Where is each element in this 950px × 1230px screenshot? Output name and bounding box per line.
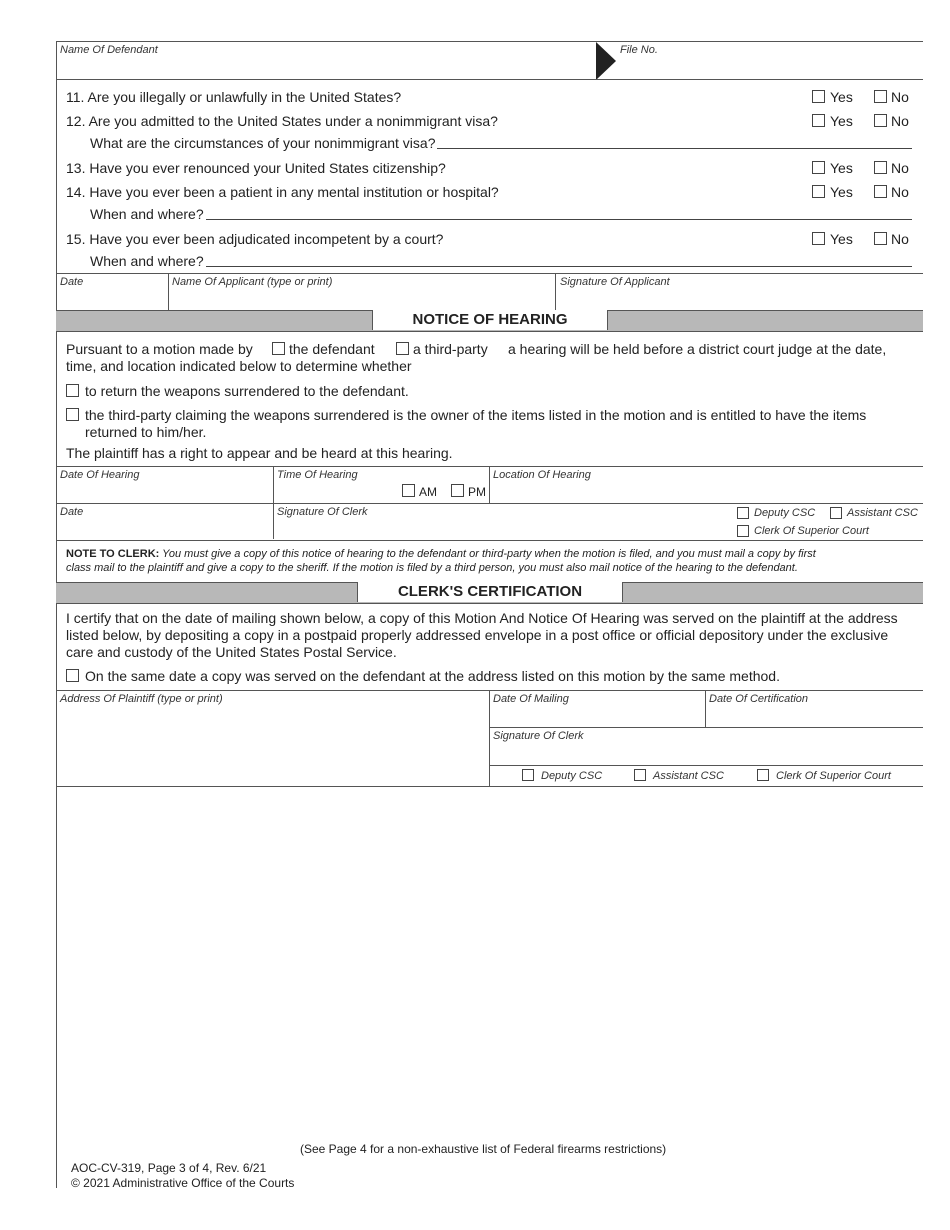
question-11-text: 11. Are you illegally or unlawfully in the United States?	[66, 89, 402, 105]
note-to-clerk-heading: NOTE TO CLERK:	[66, 548, 160, 560]
q14-no-label: No	[891, 184, 909, 200]
note-to-clerk-line1: You must give a copy of this notice of hearing to the defendant or third-party when the motion is filed, and you must mail a copy by first	[162, 548, 816, 560]
q15-when-where-field[interactable]	[206, 266, 912, 267]
q11-yes-label: Yes	[830, 89, 853, 105]
q14-no-checkbox[interactable]	[874, 185, 887, 198]
address-of-plaintiff-field[interactable]	[58, 707, 486, 783]
defendant-label: Name Of Defendant	[60, 44, 158, 56]
notice-clerk-superior-label: Clerk Of Superior Court	[754, 525, 869, 537]
hearing-divider-2	[489, 466, 490, 503]
q11-no-checkbox[interactable]	[874, 90, 887, 103]
cert-deputy-csc-checkbox[interactable]	[522, 769, 534, 781]
note-top-line	[56, 540, 923, 541]
notice-date-field[interactable]	[58, 519, 270, 537]
question-15-text: 15. Have you ever been adjudicated incompetent by a court?	[66, 231, 444, 247]
question-15-followup: When and where?	[90, 253, 204, 269]
q12-yes-label: Yes	[830, 113, 853, 129]
certification-title: CLERK'S CERTIFICATION	[357, 582, 623, 602]
q13-no-checkbox[interactable]	[874, 161, 887, 174]
notice-intro-b: a hearing will be held before a district court judge at the date,	[508, 341, 887, 357]
made-by-third-party-checkbox[interactable]	[396, 342, 409, 355]
question-14-followup: When and where?	[90, 206, 204, 222]
applicant-signature-field[interactable]	[557, 290, 921, 308]
made-by-defendant-checkbox[interactable]	[272, 342, 285, 355]
am-label: AM	[419, 485, 437, 499]
cert-signature-clerk-field[interactable]	[492, 744, 921, 762]
served-defendant-checkbox[interactable]	[66, 669, 79, 682]
question-13-text: 13. Have you ever renounced your United States citizenship?	[66, 160, 446, 176]
q12-visa-circumstances-field[interactable]	[437, 148, 912, 149]
cert-signature-top-line	[489, 727, 923, 728]
clerk-row-top-line	[56, 503, 923, 504]
date-of-hearing-field[interactable]	[58, 482, 270, 500]
notice-title: NOTICE OF HEARING	[372, 310, 608, 330]
applicant-row-top-line	[56, 273, 923, 274]
q15-yes-checkbox[interactable]	[812, 232, 825, 245]
cert-assistant-csc-label: Assistant CSC	[653, 770, 724, 782]
question-12-followup: What are the circumstances of your nonimmigrant visa?	[90, 135, 436, 151]
cert-clerk-superior-checkbox[interactable]	[757, 769, 769, 781]
q12-no-label: No	[891, 113, 909, 129]
cert-fields-bottom-line	[56, 786, 923, 787]
return-to-defendant-checkbox[interactable]	[66, 384, 79, 397]
option-third-party-owner-line2: returned to him/her.	[85, 424, 207, 440]
q14-yes-checkbox[interactable]	[812, 185, 825, 198]
cert-clerk-superior-label: Clerk Of Superior Court	[776, 770, 891, 782]
applicant-name-field[interactable]	[170, 290, 553, 308]
header-bottom-line	[56, 79, 923, 80]
notice-date-label: Date	[60, 506, 84, 518]
cert-assistant-csc-checkbox[interactable]	[634, 769, 646, 781]
applicant-signature-label: Signature Of Applicant	[560, 276, 670, 288]
pm-label: PM	[468, 485, 486, 499]
am-checkbox[interactable]	[402, 484, 415, 497]
date-of-mailing-field[interactable]	[492, 707, 702, 725]
plaintiff-right-text: The plaintiff has a right to appear and be heard at this hearing.	[66, 445, 453, 461]
date-of-certification-field[interactable]	[708, 707, 921, 725]
q13-yes-checkbox[interactable]	[812, 161, 825, 174]
notice-deputy-csc-label: Deputy CSC	[754, 507, 816, 519]
location-of-hearing-field[interactable]	[492, 482, 921, 500]
pm-checkbox[interactable]	[451, 484, 464, 497]
q14-when-where-field[interactable]	[206, 219, 912, 220]
q13-no-label: No	[891, 160, 909, 176]
notice-deputy-csc-checkbox[interactable]	[737, 507, 749, 519]
certification-line3: care and custody of the United States Postal Service.	[66, 644, 397, 660]
time-of-hearing-field[interactable]	[276, 482, 396, 500]
certification-line1: I certify that on the date of mailing shown below, a copy of this Motion And Notice Of Hearing was served on the plaintiff at the address	[66, 610, 898, 626]
file-no-arrow-icon	[596, 42, 618, 80]
question-12-text: 12. Are you admitted to the United States under a nonimmigrant visa?	[66, 113, 498, 129]
footer-form-id: AOC-CV-319, Page 3 of 4, Rev. 6/21	[71, 1161, 267, 1175]
applicant-divider-1	[168, 273, 169, 310]
q15-no-label: No	[891, 231, 909, 247]
applicant-date-label: Date	[60, 276, 84, 288]
header-top-line	[56, 41, 923, 42]
q11-yes-checkbox[interactable]	[812, 90, 825, 103]
applicant-date-field[interactable]	[58, 290, 166, 308]
q12-yes-checkbox[interactable]	[812, 114, 825, 127]
third-party-owner-checkbox[interactable]	[66, 408, 79, 421]
made-by-third-party-label: a third-party	[413, 341, 488, 357]
notice-intro-a: Pursuant to a motion made by	[66, 341, 253, 357]
defendant-name-field[interactable]	[58, 58, 588, 78]
note-to-clerk	[66, 547, 916, 575]
q14-yes-label: Yes	[830, 184, 853, 200]
form-left-border	[56, 41, 57, 1188]
q15-yes-label: Yes	[830, 231, 853, 247]
cert-divider-1	[489, 690, 490, 786]
applicant-divider-2	[555, 273, 556, 310]
question-14-text: 14. Have you ever been a patient in any mental institution or hospital?	[66, 184, 499, 200]
notice-signature-clerk-label: Signature Of Clerk	[277, 506, 368, 518]
made-by-defendant-label: the defendant	[289, 341, 375, 357]
footer-copyright: © 2021 Administrative Office of the Courts	[71, 1176, 295, 1190]
file-no-field[interactable]	[620, 58, 920, 78]
footer-see-page: (See Page 4 for a non-exhaustive list of Federal firearms restrictions)	[300, 1142, 667, 1156]
q11-no-label: No	[891, 89, 909, 105]
date-of-mailing-label: Date Of Mailing	[493, 693, 569, 705]
certification-line2: listed below, by depositing a copy in a postpaid properly addressed envelope in a post office or official depository under the exclusive	[66, 627, 889, 643]
notice-signature-clerk-field[interactable]	[276, 519, 726, 537]
applicant-name-label: Name Of Applicant (type or print)	[172, 276, 333, 288]
date-of-hearing-label: Date Of Hearing	[60, 469, 140, 481]
cert-deputy-csc-label: Deputy CSC	[541, 770, 603, 782]
notice-assistant-csc-label: Assistant CSC	[847, 507, 918, 519]
q12-no-checkbox[interactable]	[874, 114, 887, 127]
option-third-party-owner-line1: the third-party claiming the weapons surrendered is the owner of the items listed in the motion and is entitled to have the items	[85, 407, 867, 423]
note-to-clerk-line2: class mail to the plaintiff and give a copy to the sheriff. If the motion is filed by a third person, you must also mail notice of the hearing to the defendant.	[66, 562, 798, 574]
option-return-to-defendant: to return the weapons surrendered to the defendant.	[85, 383, 409, 399]
q15-no-checkbox[interactable]	[874, 232, 887, 245]
date-of-certification-label: Date Of Certification	[709, 693, 809, 705]
notice-clerk-superior-checkbox[interactable]	[737, 525, 749, 537]
cert-divider-2	[705, 690, 706, 727]
q13-yes-label: Yes	[830, 160, 853, 176]
time-of-hearing-label: Time Of Hearing	[277, 469, 358, 481]
cert-clerk-type-top-line	[489, 765, 923, 766]
served-defendant-text: On the same date a copy was served on the defendant at the address listed on this motion by the same method.	[85, 668, 780, 684]
notice-intro-c: time, and location indicated below to determine whether	[66, 358, 412, 374]
location-of-hearing-label: Location Of Hearing	[493, 469, 591, 481]
file-no-label: File No.	[620, 44, 658, 56]
cert-signature-clerk-label: Signature Of Clerk	[493, 730, 584, 742]
address-of-plaintiff-label: Address Of Plaintiff (type or print)	[60, 693, 223, 705]
notice-assistant-csc-checkbox[interactable]	[830, 507, 842, 519]
